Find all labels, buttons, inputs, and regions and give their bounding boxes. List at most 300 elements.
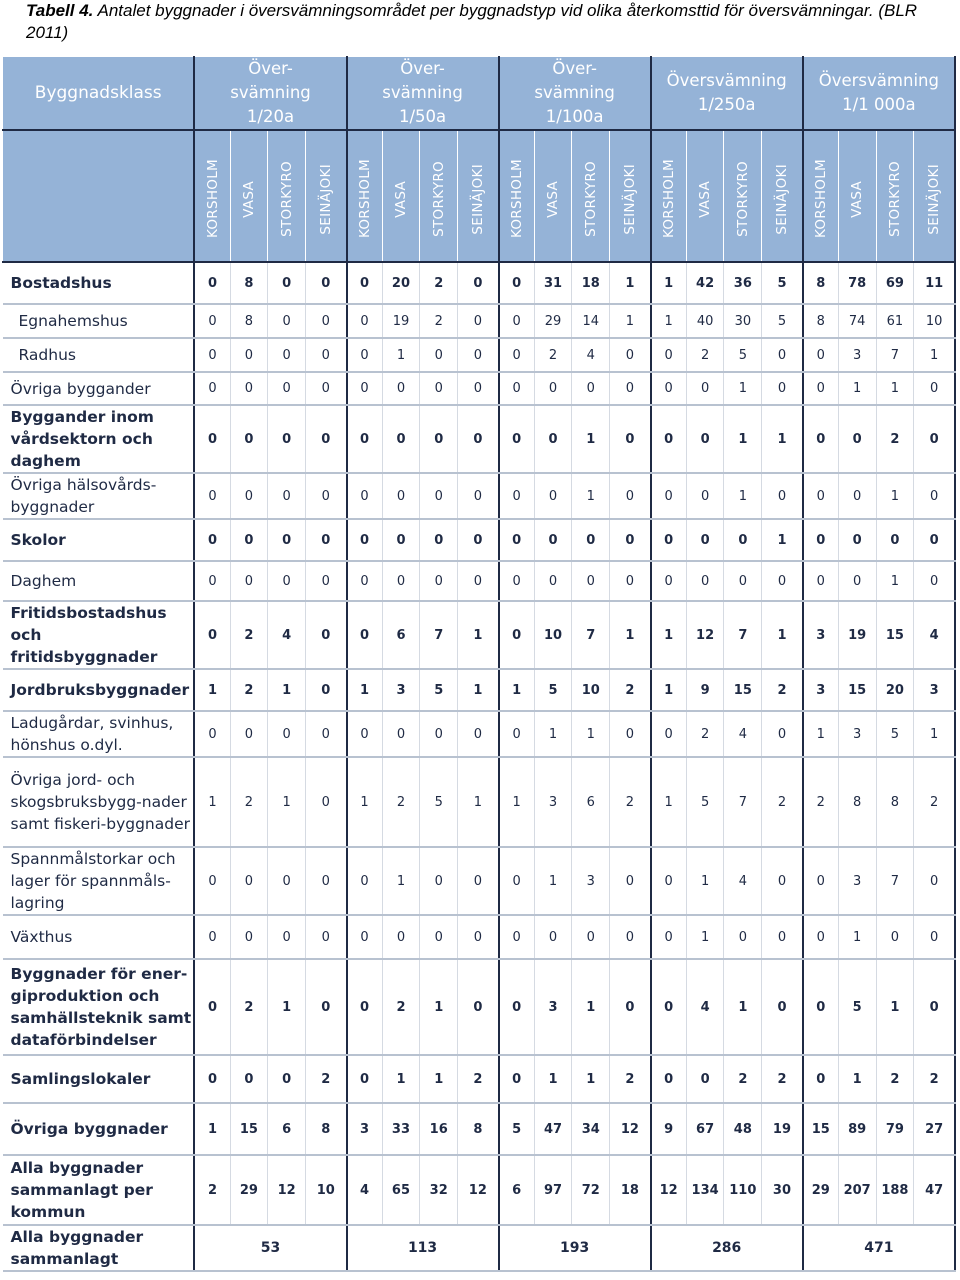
table-row (3, 405, 956, 473)
row-label: Övriga byggnader (3, 1103, 195, 1155)
table-cell: 0 (306, 915, 347, 959)
group-header-line: 1/250a (697, 95, 756, 114)
table-cell: 0 (686, 1055, 724, 1103)
table-cell: 1 (724, 473, 762, 519)
table-cell: 5 (534, 669, 572, 711)
table-cell: 0 (420, 711, 458, 757)
table-cell: 1 (914, 711, 955, 757)
group-header-line: svämning (230, 83, 311, 102)
table-cell: 3 (914, 669, 955, 711)
table-cell: 0 (347, 561, 383, 601)
table-cell: 0 (194, 519, 230, 561)
table-cell: 0 (651, 847, 687, 915)
table-cell: 2 (803, 757, 839, 847)
table-cell: 1 (382, 847, 420, 915)
group-header-line: 1/1 000a (842, 95, 916, 114)
table-cell: 18 (610, 1155, 651, 1225)
table-cell: 0 (382, 473, 420, 519)
table-cell: 47 (914, 1155, 955, 1225)
table-cell: 12 (651, 1155, 687, 1225)
table-cell: 1 (610, 304, 651, 338)
table-cell: 0 (306, 519, 347, 561)
table-cell: 0 (382, 915, 420, 959)
table-cell: 34 (572, 1103, 610, 1155)
table-row (3, 915, 956, 959)
table-cell: 0 (347, 1055, 383, 1103)
table-cell: 2 (458, 1055, 499, 1103)
table-cell: 4 (572, 338, 610, 372)
table-cell: 0 (651, 372, 687, 405)
table-cell: 0 (194, 372, 230, 405)
table-cell: 1 (762, 405, 803, 473)
table-cell: 4 (914, 601, 955, 669)
table-cell: 0 (914, 473, 955, 519)
table-cell: 0 (420, 847, 458, 915)
municipality-header (686, 130, 724, 262)
table-cell: 0 (420, 372, 458, 405)
municipality-header (876, 130, 914, 262)
table-cell: 0 (610, 338, 651, 372)
table-cell: 0 (610, 473, 651, 519)
table-cell: 1 (534, 1055, 572, 1103)
table-cell: 0 (803, 915, 839, 959)
table-cell: 2 (194, 1155, 230, 1225)
table-cell: 0 (458, 304, 499, 338)
table-caption (26, 0, 946, 44)
table-cell: 0 (499, 561, 535, 601)
table-cell: 0 (420, 915, 458, 959)
table-cell: 0 (347, 338, 383, 372)
table-cell: 0 (347, 304, 383, 338)
municipality-header (420, 130, 458, 262)
table-cell: 0 (686, 473, 724, 519)
table-cell: 27 (914, 1103, 955, 1155)
table-cell: 0 (382, 372, 420, 405)
table-cell: 20 (382, 262, 420, 304)
table-cell: 15 (876, 601, 914, 669)
table-cell: 3 (838, 711, 876, 757)
table-cell: 1 (651, 262, 687, 304)
table-cell: 3 (838, 338, 876, 372)
table-cell: 0 (499, 915, 535, 959)
table-cell: 207 (838, 1155, 876, 1225)
table-cell: 48 (724, 1103, 762, 1155)
table-cell: 0 (499, 338, 535, 372)
table-cell: 6 (499, 1155, 535, 1225)
municipality-header (458, 130, 499, 262)
table-cell: 0 (268, 304, 306, 338)
table-cell: 65 (382, 1155, 420, 1225)
table-cell: 0 (651, 711, 687, 757)
municipality-header (347, 130, 383, 262)
table-cell: 0 (534, 519, 572, 561)
table-cell: 1 (686, 847, 724, 915)
table-cell: 0 (306, 372, 347, 405)
table-cell: 0 (458, 262, 499, 304)
table-cell: 0 (306, 262, 347, 304)
table-cell: 0 (651, 915, 687, 959)
table-cell: 0 (803, 1055, 839, 1103)
municipality-label: KORSHOLM (660, 159, 677, 239)
table-cell: 2 (762, 1055, 803, 1103)
table-cell: 0 (382, 519, 420, 561)
table-row (3, 304, 956, 338)
table-cell: 30 (724, 304, 762, 338)
municipality-header (306, 130, 347, 262)
table-cell: 0 (914, 372, 955, 405)
table-cell: 2 (230, 757, 268, 847)
municipality-header (803, 130, 839, 262)
municipality-header (572, 130, 610, 262)
table-cell: 0 (876, 519, 914, 561)
table-cell: 0 (230, 561, 268, 601)
table-cell: 0 (268, 405, 306, 473)
table-cell: 8 (306, 1103, 347, 1155)
table-cell: 0 (306, 711, 347, 757)
table-cell: 9 (686, 669, 724, 711)
table-cell: 1 (420, 959, 458, 1055)
table-cell: 0 (499, 847, 535, 915)
table-cell: 8 (838, 757, 876, 847)
table-cell: 42 (686, 262, 724, 304)
municipality-header (382, 130, 420, 262)
table-cell: 1 (382, 338, 420, 372)
table-cell: 0 (458, 847, 499, 915)
group-header-line: Översvämning (666, 71, 787, 90)
table-cell: 1 (572, 711, 610, 757)
municipality-label: STORKYRO (278, 161, 295, 237)
table-cell: 9 (651, 1103, 687, 1155)
table-cell: 1 (803, 711, 839, 757)
table-cell: 0 (382, 561, 420, 601)
table-cell: 2 (382, 757, 420, 847)
table-cell: 0 (420, 405, 458, 473)
municipality-label: KORSHOLM (356, 159, 373, 239)
table-cell: 1 (651, 601, 687, 669)
group-header-line: 1/50a (398, 107, 447, 126)
buildings-table (2, 56, 956, 1272)
table-cell: 0 (610, 847, 651, 915)
table-cell: 0 (194, 473, 230, 519)
table-cell: 0 (914, 405, 955, 473)
table-cell: 2 (230, 601, 268, 669)
table-cell: 0 (803, 847, 839, 915)
municipality-label: KORSHOLM (508, 159, 525, 239)
row-label: Spannmålstorkar och lager för spannmåls-lagring (3, 847, 195, 915)
row-label: Ladugårdar, svinhus, hönshus o.dyl. (3, 711, 195, 757)
municipality-label: STORKYRO (582, 161, 599, 237)
table-cell: 0 (686, 519, 724, 561)
table-cell: 0 (610, 959, 651, 1055)
table-cell: 11 (914, 262, 955, 304)
table-cell: 0 (686, 372, 724, 405)
table-cell: 0 (914, 959, 955, 1055)
table-cell: 0 (347, 847, 383, 915)
table-cell: 72 (572, 1155, 610, 1225)
table-cell: 1 (762, 601, 803, 669)
table-cell: 6 (268, 1103, 306, 1155)
table-row (3, 669, 956, 711)
table-cell: 0 (268, 338, 306, 372)
total-cell: 471 (803, 1225, 955, 1271)
table-row (3, 519, 956, 561)
table-cell: 0 (347, 372, 383, 405)
row-label: Övriga jord- och skogsbruksbygg-nader samt fiskeri-byggnader (3, 757, 195, 847)
table-cell: 0 (499, 262, 535, 304)
table-cell: 0 (499, 959, 535, 1055)
table-cell: 0 (762, 847, 803, 915)
group-header-line: 1/20a (246, 107, 295, 126)
table-cell: 2 (686, 711, 724, 757)
table-cell: 0 (230, 473, 268, 519)
municipality-label: VASA (392, 180, 409, 218)
table-cell: 2 (382, 959, 420, 1055)
table-cell: 3 (803, 601, 839, 669)
table-cell: 2 (876, 1055, 914, 1103)
table-cell: 0 (268, 915, 306, 959)
table-cell: 0 (306, 669, 347, 711)
table-cell: 0 (762, 338, 803, 372)
table-cell: 1 (268, 757, 306, 847)
table-cell: 19 (838, 601, 876, 669)
table-cell: 1 (610, 601, 651, 669)
table-row (3, 959, 956, 1055)
table-cell: 0 (268, 561, 306, 601)
table-cell: 0 (347, 711, 383, 757)
table-cell: 0 (572, 519, 610, 561)
table-cell: 10 (914, 304, 955, 338)
table-cell: 0 (230, 847, 268, 915)
table-cell: 0 (306, 304, 347, 338)
table-cell: 69 (876, 262, 914, 304)
table-cell: 0 (194, 262, 230, 304)
table-cell: 0 (534, 473, 572, 519)
row-label: Övriga hälsovårds-byggnader (3, 473, 195, 519)
table-cell: 2 (876, 405, 914, 473)
table-cell: 0 (651, 405, 687, 473)
table-cell: 0 (803, 473, 839, 519)
table-cell: 0 (194, 959, 230, 1055)
table-cell: 2 (420, 304, 458, 338)
municipality-label: VASA (545, 180, 562, 218)
table-cell: 0 (306, 601, 347, 669)
table-cell: 0 (230, 915, 268, 959)
table-cell: 1 (651, 757, 687, 847)
table-cell: 31 (534, 262, 572, 304)
municipality-header (499, 130, 535, 262)
table-cell: 15 (724, 669, 762, 711)
table-row (3, 372, 956, 405)
table-cell: 0 (534, 372, 572, 405)
table-cell: 0 (762, 959, 803, 1055)
table-cell: 0 (803, 338, 839, 372)
municipality-header (230, 130, 268, 262)
table-cell: 6 (382, 601, 420, 669)
table-cell: 0 (347, 519, 383, 561)
table-cell: 1 (572, 473, 610, 519)
table-cell: 0 (572, 372, 610, 405)
table-cell: 1 (534, 847, 572, 915)
table-cell: 4 (724, 847, 762, 915)
table-cell: 12 (458, 1155, 499, 1225)
table-row (3, 473, 956, 519)
municipality-label: KORSHOLM (204, 159, 221, 239)
table-cell: 3 (534, 757, 572, 847)
table-cell: 134 (686, 1155, 724, 1225)
table-cell: 0 (268, 262, 306, 304)
table-cell: 10 (306, 1155, 347, 1225)
table-cell: 0 (499, 372, 535, 405)
table-cell: 7 (572, 601, 610, 669)
total-cell: 193 (499, 1225, 651, 1271)
table-cell: 0 (724, 915, 762, 959)
table-cell: 0 (268, 847, 306, 915)
table-cell: 0 (347, 959, 383, 1055)
table-cell: 1 (194, 757, 230, 847)
table-cell: 5 (686, 757, 724, 847)
table-cell: 0 (499, 473, 535, 519)
table-cell: 5 (420, 669, 458, 711)
table-cell: 5 (762, 262, 803, 304)
table-row (3, 262, 956, 304)
table-cell: 0 (610, 405, 651, 473)
table-cell: 0 (803, 372, 839, 405)
table-cell: 0 (194, 915, 230, 959)
group-header-1 (347, 57, 499, 131)
row-label: Växthus (3, 915, 195, 959)
table-cell: 0 (838, 473, 876, 519)
table-cell: 0 (572, 915, 610, 959)
table-cell: 2 (230, 959, 268, 1055)
table-cell: 110 (724, 1155, 762, 1225)
table-cell: 32 (420, 1155, 458, 1225)
table-cell: 0 (458, 915, 499, 959)
table-cell: 0 (420, 473, 458, 519)
table-cell: 1 (572, 1055, 610, 1103)
table-cell: 0 (458, 519, 499, 561)
municipality-header (651, 130, 687, 262)
table-cell: 0 (651, 959, 687, 1055)
table-cell: 0 (194, 711, 230, 757)
table-cell: 3 (838, 847, 876, 915)
table-cell: 2 (762, 757, 803, 847)
table-cell: 10 (534, 601, 572, 669)
table-cell: 1 (876, 959, 914, 1055)
table-cell: 0 (268, 519, 306, 561)
caption-label: Tabell 4. (26, 1, 94, 20)
table-cell: 30 (762, 1155, 803, 1225)
table-cell: 1 (268, 669, 306, 711)
table-cell: 0 (762, 372, 803, 405)
municipality-header (268, 130, 306, 262)
table-cell: 0 (306, 338, 347, 372)
table-body (3, 262, 956, 1271)
table-cell: 7 (876, 847, 914, 915)
table-cell: 1 (194, 1103, 230, 1155)
table-cell: 19 (382, 304, 420, 338)
municipality-label: STORKYRO (430, 161, 447, 237)
table-row (3, 757, 956, 847)
table-cell: 0 (803, 519, 839, 561)
table-cell: 0 (838, 519, 876, 561)
table-cell: 0 (914, 847, 955, 915)
table-cell: 0 (803, 561, 839, 601)
table-cell: 67 (686, 1103, 724, 1155)
table-cell: 33 (382, 1103, 420, 1155)
table-cell: 4 (724, 711, 762, 757)
table-cell: 0 (803, 959, 839, 1055)
table-cell: 1 (876, 372, 914, 405)
municipality-header (194, 130, 230, 262)
table-cell: 0 (420, 519, 458, 561)
table-cell: 0 (876, 915, 914, 959)
table-cell: 0 (458, 405, 499, 473)
table-cell: 14 (572, 304, 610, 338)
table-cell: 0 (724, 561, 762, 601)
municipality-label: STORKYRO (734, 161, 751, 237)
table-cell: 0 (499, 711, 535, 757)
table-cell: 0 (762, 561, 803, 601)
total-cell: 286 (651, 1225, 803, 1271)
group-header-line: Över- (400, 59, 445, 78)
table-cell: 0 (230, 405, 268, 473)
table-cell: 1 (724, 959, 762, 1055)
table-cell: 1 (724, 372, 762, 405)
municipality-header (534, 130, 572, 262)
table-cell: 18 (572, 262, 610, 304)
table-cell: 2 (762, 669, 803, 711)
byggnadsklass-header: Byggnadsklass (3, 57, 195, 131)
table-cell: 0 (610, 372, 651, 405)
table-cell: 1 (651, 304, 687, 338)
table-cell: 2 (230, 669, 268, 711)
table-row (3, 847, 956, 915)
municipality-label: VASA (849, 180, 866, 218)
table-cell: 0 (230, 372, 268, 405)
table-cell: 5 (420, 757, 458, 847)
table-row (3, 338, 956, 372)
table-cell: 2 (914, 1055, 955, 1103)
table-cell: 0 (499, 405, 535, 473)
total-row-label: Alla byggnader sammanlagt (3, 1225, 195, 1271)
table-cell: 97 (534, 1155, 572, 1225)
table-cell: 0 (499, 601, 535, 669)
table-cell: 0 (534, 405, 572, 473)
group-header-line: Översvämning (818, 71, 939, 90)
table-cell: 16 (420, 1103, 458, 1155)
table-cell: 1 (724, 405, 762, 473)
row-label: Samlingslokaler (3, 1055, 195, 1103)
table-cell: 0 (230, 1055, 268, 1103)
table-cell: 8 (876, 757, 914, 847)
table-cell: 0 (306, 405, 347, 473)
table-cell: 10 (572, 669, 610, 711)
table-cell: 0 (572, 561, 610, 601)
table-cell: 1 (876, 473, 914, 519)
group-header-line: 1/100a (545, 107, 604, 126)
row-label: Byggnader för ener-giproduktion och samhällsteknik samt dataförbindelser (3, 959, 195, 1055)
table-cell: 0 (838, 561, 876, 601)
table-cell: 1 (838, 372, 876, 405)
table-cell: 0 (306, 473, 347, 519)
table-cell: 1 (610, 262, 651, 304)
table-cell: 0 (347, 405, 383, 473)
municipality-label: KORSHOLM (812, 159, 829, 239)
table-cell: 1 (686, 915, 724, 959)
table-cell: 3 (572, 847, 610, 915)
municipality-header (762, 130, 803, 262)
table-cell: 8 (230, 304, 268, 338)
